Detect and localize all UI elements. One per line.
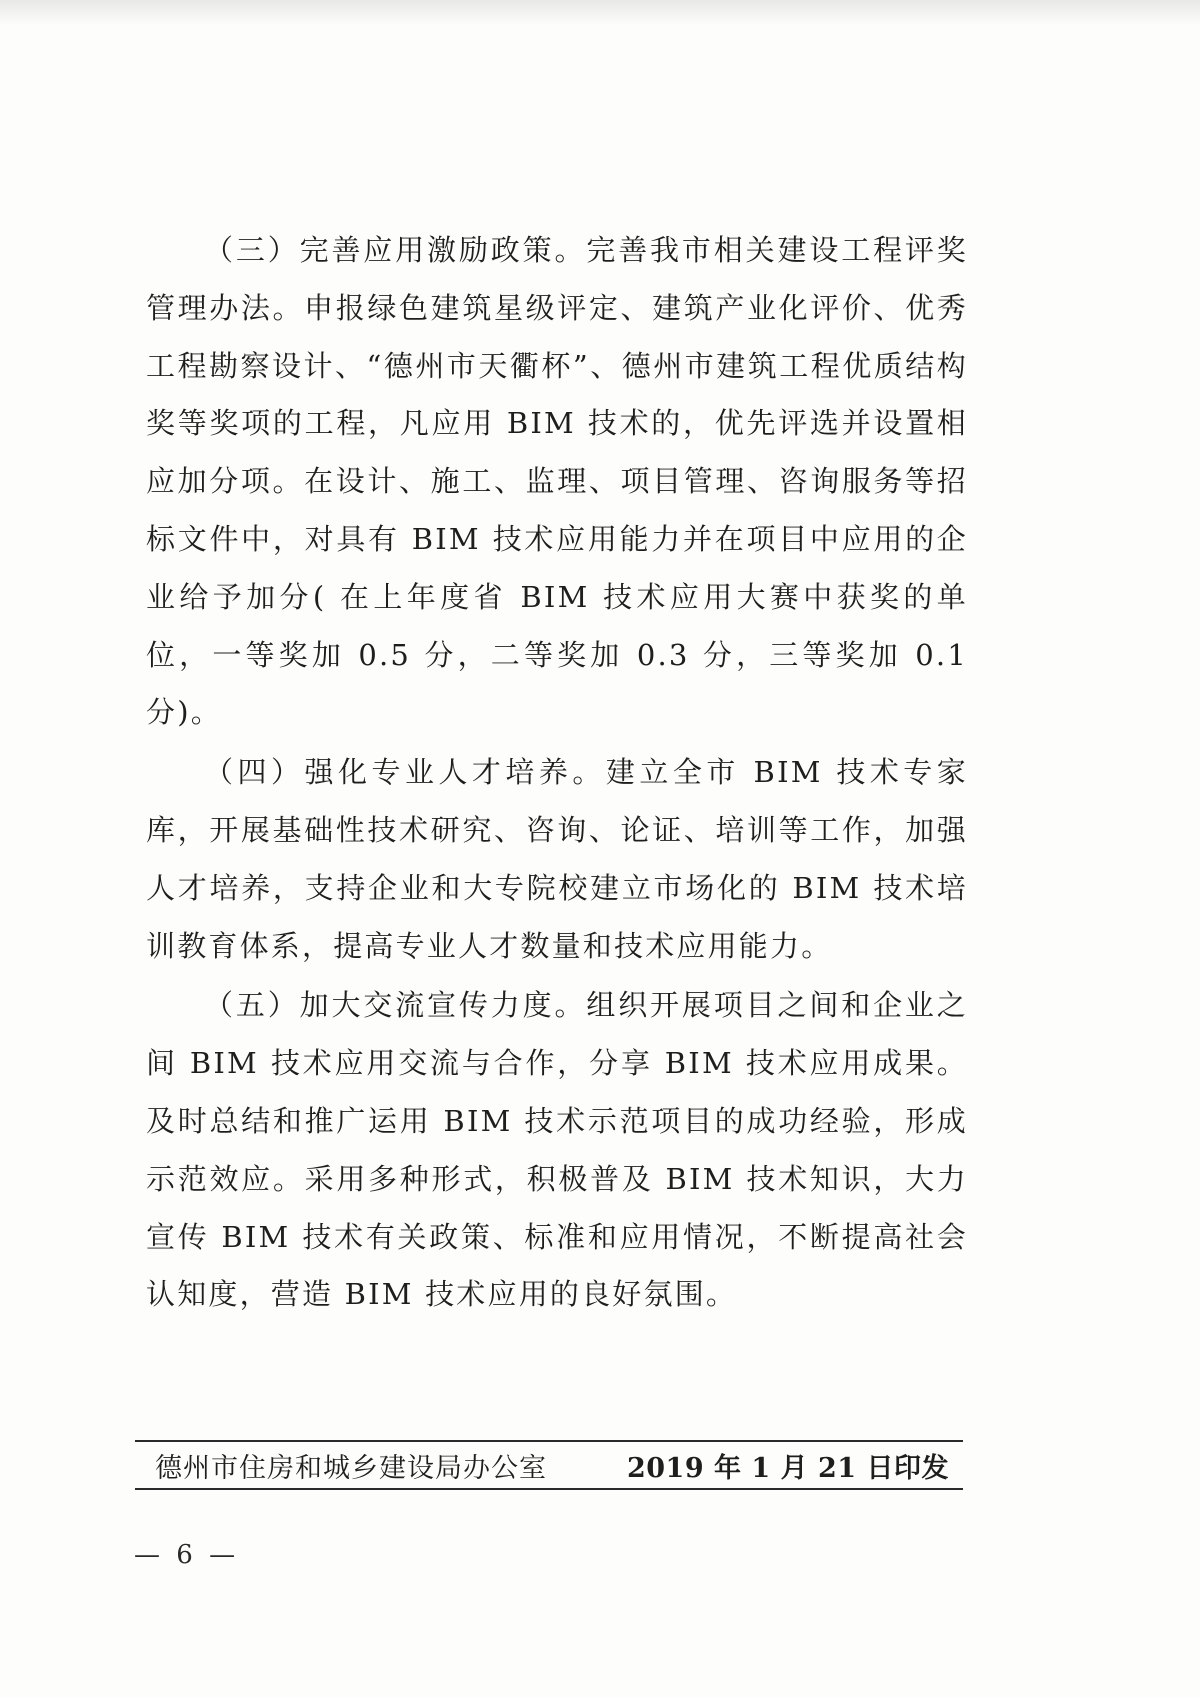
paragraph-exchange-promotion (146, 977, 968, 1324)
paragraph-text: 完善我市相关建设工程评奖管理办法。申报绿色建筑星级评定、建筑产业化评价、优秀工程勘察设计、“德州市天衢杯”、德州市建筑工程优质结构奖等奖项的工程，凡应用 BIM 技术的，优先评选并设置相应加分项。在设计、施工、监理、项目管理、咨询服务等招标文件中，对具有 BIM 技术应用能力并在项目中应用的企业给予加分( 在上年度省 BIM 技术应用大赛中获奖的单位，一等奖加 0.5 分，二等奖加 0.3 分，三等奖加 0.1 分)。 (146, 233, 968, 730)
paragraph-talent-training (146, 744, 968, 975)
imprint-organization: 德州市住房和城乡建设局办公室 (155, 1452, 547, 1484)
document-body (146, 222, 968, 1324)
scan-edge-shadow (0, 0, 1200, 26)
paragraph-incentive-policy (146, 222, 968, 742)
paragraph-heading: （五）加大交流宣传力度。 (204, 988, 587, 1023)
paragraph-text: 建立全市 BIM 技术专家库，开展基础性技术研究、咨询、论证、培训等工作，加强人才培养，支持企业和大专院校建立市场化的 BIM 技术培训教育体系，提高专业人才数量和技术应用能力。 (146, 755, 968, 963)
paragraph-heading: （四）强化专业人才培养。 (204, 755, 606, 790)
page-number: — 6 — (134, 1540, 240, 1570)
imprint-block (135, 1440, 963, 1490)
paragraph-text: 组织开展项目之间和企业之间 BIM 技术应用交流与合作，分享 BIM 技术应用成果。及时总结和推广运用 BIM 技术示范项目的成功经验，形成示范效应。采用多种形式，积极普及 BIM 技术知识，大力宣传 BIM 技术有关政策、标准和应用情况，不断提高社会认知度，营造 BIM 技术应用的良好氛围。 (146, 988, 968, 1312)
paragraph-heading: （三）完善应用激励政策。 (204, 233, 587, 267)
imprint-date: 2019 年 1 月 21 日印发 (626, 1452, 949, 1484)
